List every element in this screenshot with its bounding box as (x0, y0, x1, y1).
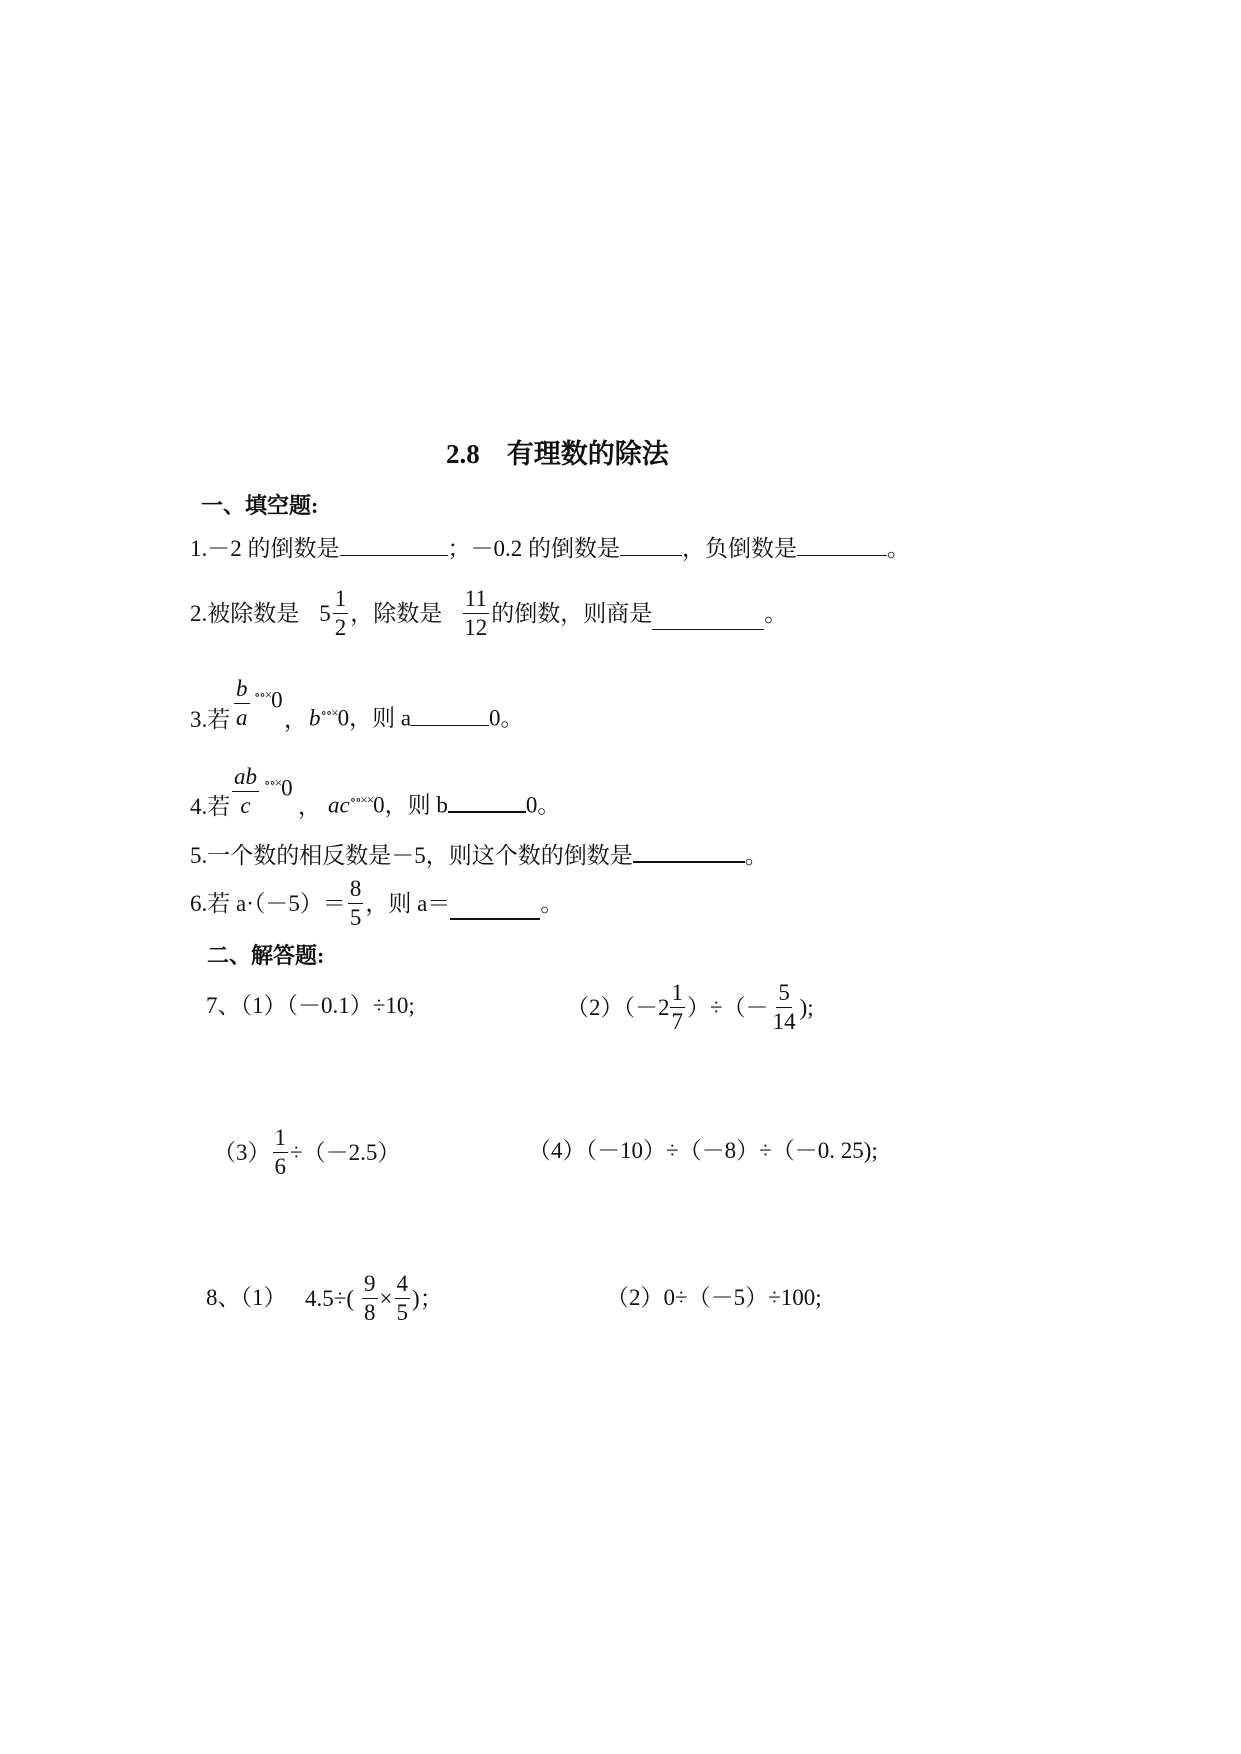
problem-7-2: （2）（－2 $\frac{1}{7}$ ）÷（－ $\frac{5}{14}$ ); (566, 980, 814, 1035)
problem-7-1: 7、（1）（－0.1）÷10; (206, 993, 415, 1018)
question-5: 5.一个数的相反数是－5，则这个数的倒数是 。 (190, 843, 768, 868)
fraction-b-over-a: $\frac{b}{a}$ (236, 676, 248, 731)
problem-8-2: （2）0÷（－5）÷100; (606, 1285, 822, 1310)
answer-blank[interactable] (633, 861, 745, 863)
relation-glyph: ∘∘×0 (254, 687, 283, 713)
question-2: 2.被除数是 5 $\frac{1}{2}$ ，除数是 $\frac{11}{12}$ 的倒数，则商是 。 (190, 586, 788, 641)
answer-blank[interactable] (620, 555, 682, 556)
mixed-number-whole: 5 (319, 601, 331, 627)
question-4-prefix: 4.若 (190, 794, 231, 819)
fraction: $\frac{1}{7}$ (671, 980, 683, 1035)
section-solve: 二、解答题: (207, 943, 325, 968)
answer-blank[interactable] (448, 811, 526, 813)
fraction: $\frac{5}{14}$ (772, 980, 796, 1035)
question-3-second-condition: b∘∘×0，则 a 0。 (309, 705, 524, 731)
page-title: 2.8 有理数的除法 (446, 439, 669, 469)
fraction: $\frac{9}{8}$ (364, 1271, 376, 1326)
problem-7-3: （3） $\frac{1}{6}$ ÷（－2.5） (213, 1125, 401, 1180)
fraction: $\frac{8}{5}$ (349, 876, 362, 931)
question-1: 1.－2 的倒数是 ；－0.2 的倒数是 ，负倒数是 。 (190, 536, 910, 561)
problem-8-1-label: 8、（1） (206, 1285, 287, 1310)
answer-blank[interactable] (340, 555, 448, 556)
question-4-second-condition: ac∘∘××0，则 b 0。 (328, 792, 561, 818)
worksheet-page: 2.8 有理数的除法 一、填空题: 1.－2 的倒数是 ；－0.2 的倒数是 ，负倒数是 。 2.被除数是 5 $\frac{1}{2}$ ，除数是 $\frac{11}{12}$ 的倒数，则商是 。 3.若 $\frac{b}{a}$ ∘∘×0 ， b∘∘×0，则 a 0。 4.若 $\frac{ab}{c}$ ∘∘×0 ， ac∘∘××0，则 b 0。 5.一个数的相反数是－5，则这个数的倒数是 。 6.若 a·（－5）＝ $\frac{8}{5}$ ，则 a＝ 。 二、解答题: 7、（1）（－0.1）÷10; （2）（－2 $\frac{1}{7}$ ）÷（－ $\frac{5}{14}$ ); （3） $\frac{1}{6}$ ÷（－2.5） （4）（－10）÷（－8）÷（－0. 25); 8、（1） 4.5÷( $\frac{9}{8}$ × $\frac{4}{5}$ )； （2）0÷（－5）÷100; (190, 439, 910, 1326)
fraction-ab-over-c: $\frac{ab}{c}$ (234, 764, 257, 819)
answer-blank[interactable] (797, 555, 887, 556)
fraction: $\frac{1}{2}$ (334, 586, 347, 641)
fraction: $\frac{4}{5}$ (396, 1271, 409, 1326)
answer-blank[interactable] (450, 918, 540, 920)
answer-blank[interactable] (411, 725, 489, 726)
fraction: $\frac{1}{6}$ (274, 1125, 286, 1180)
fraction: $\frac{11}{12}$ (464, 586, 488, 641)
question-6: 6.若 a·（－5）＝ $\frac{8}{5}$ ，则 a＝ 。 (190, 876, 564, 931)
section-fill-in-blank: 一、填空题: (201, 493, 319, 518)
answer-blank[interactable] (652, 629, 764, 630)
question-3-prefix: 3.若 (190, 707, 231, 732)
problem-7-4: （4）（－10）÷（－8）÷（－0. 25); (528, 1138, 878, 1163)
problem-8-1: 4.5÷( $\frac{9}{8}$ × $\frac{4}{5}$ )； (305, 1271, 443, 1326)
relation-glyph: ∘∘×0 (264, 775, 293, 801)
